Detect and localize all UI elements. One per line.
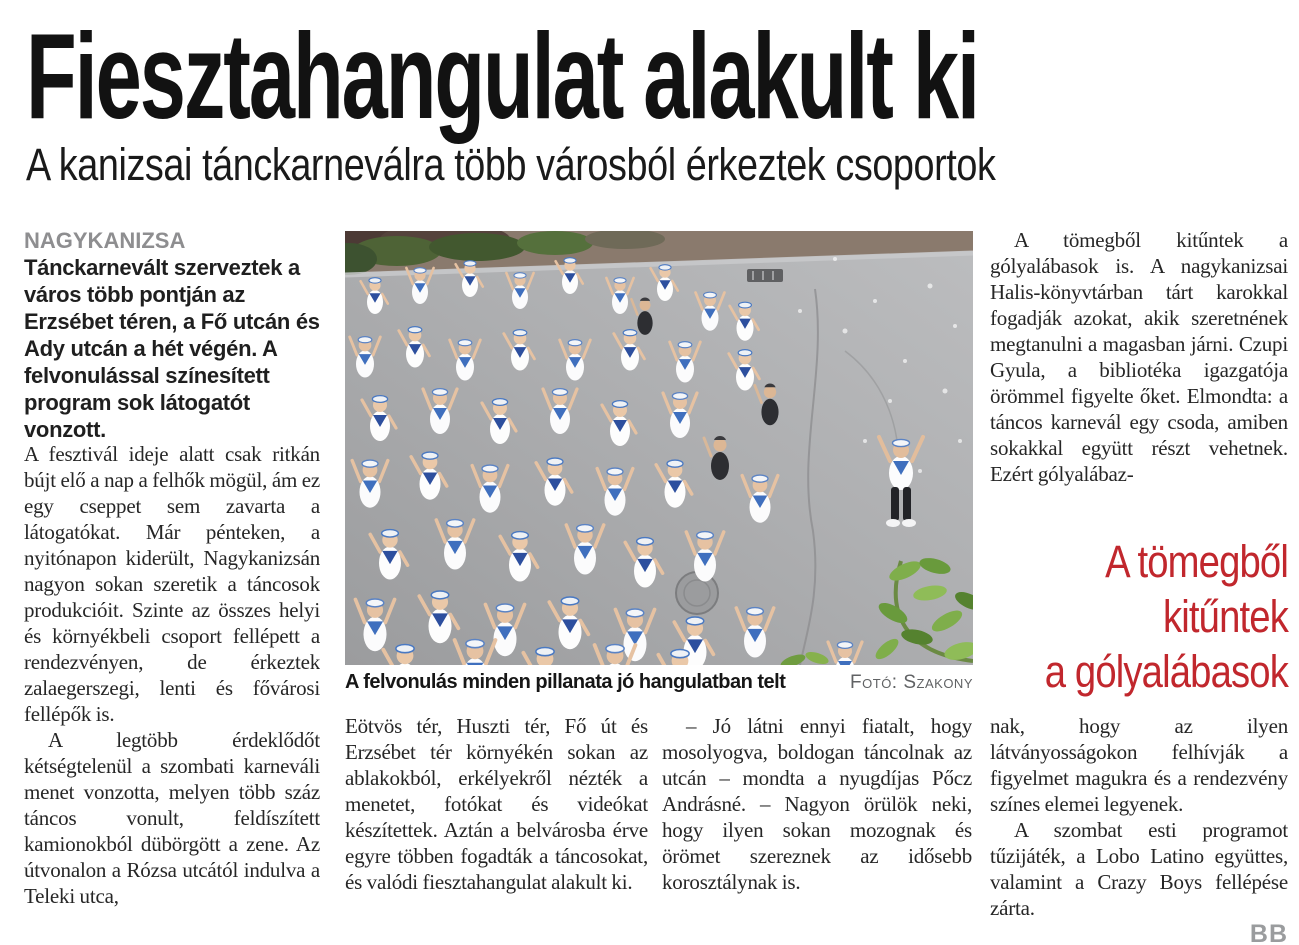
column-1-body	[24, 441, 320, 945]
location-kicker: NAGYKANIZSA	[24, 228, 186, 253]
column-4-body-bottom	[990, 713, 1288, 945]
pull-quote-line: A tömegből	[1105, 536, 1288, 587]
pull-quote-line: kitűntek	[1162, 591, 1288, 642]
parade-photo	[345, 231, 973, 665]
photo-credit: Fotó: Szakony	[850, 672, 973, 693]
paragraph: A tömegből kitűntek a gólyalábasok is. A nagykanizsai Halis-könyvtárban tárt karokkal fogadják azokat, akik szeretnének megtanulni a magasban járni. Czupi Gyula, a bibliotéka igazgatója örömmel figyelte őket. Elmondta: a táncos karnevál egy csoda, amiben sokakkal együtt részt vehetnek. Ezért gólyalábaz-	[990, 228, 1288, 486]
pull-quote-line: a gólyalábasok	[1044, 646, 1288, 697]
pull-quote	[1035, 534, 1288, 699]
author-initials: BB	[1249, 920, 1288, 945]
paragraph: A fesztivál ideje alatt csak ritkán bújt elő a nap a felhők mögül, ám ez egy cseppet sem zavarta a látogatókat. Már pénteken, a nyitónapon kiderült, Nagykanizsán nagyon sokan szeretik a táncosok produkcióit. Szinte az összes helyi és környékbeli csoport fellépett a rendezvényen, de érkeztek zalaegerszegi, lenti és fővárosi fellépők is.	[24, 442, 320, 726]
column-3-body	[662, 713, 972, 945]
lead-paragraph	[24, 227, 320, 443]
article-title: Fiesztahangulat alakult ki	[26, 8, 978, 144]
paragraph: A szombat esti programot tűzijáték, a Lobo Latino együttes, valamint a Crazy Boys fellépése zárta.	[990, 818, 1288, 920]
column-2-body	[345, 713, 648, 945]
paragraph: A legtöbb érdeklődőt kétségtelenül a szombati karneváli menet vonzotta, melyen több száz táncos vonult, feldíszített kamionokból dübörgött a zene. Az útvonalon a Rózsa utcától indulva a Teleki utca,	[24, 728, 320, 908]
paragraph: Eötvös tér, Huszti tér, Fő út és Erzsébet tér környékén sokan az ablakokból, erkélyekről nézték a menetet, fotókat és videókat készítettek. Aztán a belvárosba érve egyre többen fogadták a táncosokat, és valódi fiesztahangulat alakult ki.	[345, 714, 648, 894]
parade-photo-graphic	[345, 231, 973, 665]
photo-caption-row	[345, 671, 973, 694]
paragraph: – Jó látni ennyi fiatalt, hogy mosolyogva, boldogan táncolnak az utcán – mondta a nyugdíjas Pőcz Andrásné. – Nagyon örülök neki, hogy ilyen sokan mozognak és örömet szereznek az idősebb korosztálynak is.	[662, 714, 972, 894]
article-subtitle: A kanizsai tánckarneválra több városból érkeztek csoportok	[26, 139, 996, 190]
paragraph: nak, hogy az ilyen látványosságokon felhívják a figyelmet magukra és a rendezvény színes elemei legyenek.	[990, 714, 1288, 816]
column-4-body-top	[990, 227, 1288, 534]
photo-caption: A felvonulás minden pillanata jó hangulatban telt	[345, 671, 786, 693]
lead-text: Tánckarnevált szerveztek a város több pontján az Erzsébet téren, a Fő utcán és Ady utcán a hét végén. A felvonulással színesített program sok látogatót vonzott.	[24, 255, 320, 442]
